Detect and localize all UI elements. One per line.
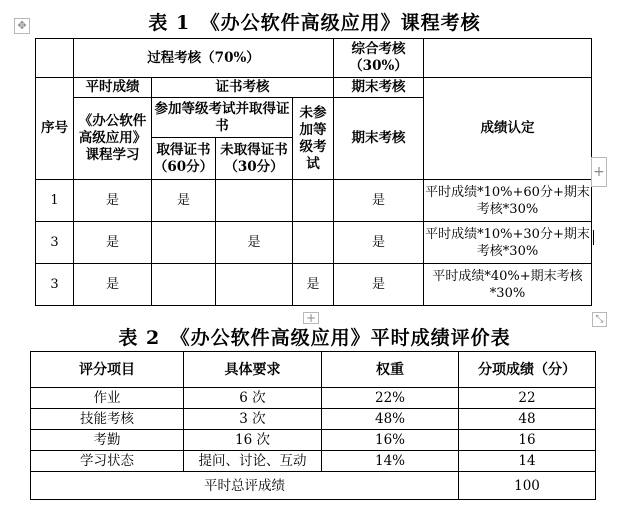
cell-got-cert [152, 264, 216, 306]
cell-no-cert [216, 264, 293, 306]
header-course-study: 《办公软件高级应用》课程学习 [74, 98, 152, 180]
header-requirement: 具体要求 [184, 352, 322, 388]
text-cursor [593, 230, 594, 245]
cell-course: 是 [74, 264, 152, 306]
header-result: 成绩认定 [424, 78, 592, 180]
table-move-handle-icon[interactable]: ✥ [14, 18, 30, 34]
cell-score: 16 [459, 430, 596, 451]
cell-result: 平时成绩*10%+30分+期末考核*30% [424, 222, 592, 264]
cell-weight: 14% [322, 451, 459, 472]
header-score: 分项成绩（分） [459, 352, 596, 388]
table-row [36, 264, 592, 306]
cell-seq: 3 [36, 222, 74, 264]
cell-seq: 1 [36, 180, 74, 222]
cell-requirement: 6 次 [184, 388, 322, 409]
header-no-exam: 未参加等级考试 [293, 98, 334, 180]
header-got-cert: 取得证书（60分） [152, 138, 216, 180]
cell-weight: 22% [322, 388, 459, 409]
total-row [31, 472, 596, 500]
total-label: 平时总评成绩 [31, 472, 459, 500]
cell-item: 考勤 [31, 430, 184, 451]
header-process: 过程考核（70%） [74, 39, 334, 78]
usual-grade-table [30, 351, 596, 500]
total-value: 100 [459, 472, 596, 500]
header-exam-cert: 参加等级考试并取得证书 [152, 98, 293, 138]
cell-item: 作业 [31, 388, 184, 409]
cell-result: 平时成绩*10%+60分+期末考核*30% [424, 180, 592, 222]
cell-item: 学习状态 [31, 451, 184, 472]
cell-item: 技能考核 [31, 409, 184, 430]
cell-final: 是 [334, 180, 424, 222]
course-assessment-table [35, 38, 592, 306]
cell-requirement: 3 次 [184, 409, 322, 430]
cell-score: 48 [459, 409, 596, 430]
cell-requirement: 提问、讨论、互动 [184, 451, 322, 472]
cell-seq: 3 [36, 264, 74, 306]
table2-caption: 表 2 《办公软件高级应用》平时成绩评价表 [118, 327, 511, 349]
table-row [31, 430, 596, 451]
header-item: 评分项目 [31, 352, 184, 388]
cell-weight: 48% [322, 409, 459, 430]
cell-requirement: 16 次 [184, 430, 322, 451]
table-row [31, 451, 596, 472]
cell-final: 是 [334, 222, 424, 264]
table-row [36, 222, 592, 264]
cell-no-cert: 是 [216, 222, 293, 264]
header-final-sub: 期末考核 [334, 98, 424, 180]
cell-no-cert [216, 180, 293, 222]
add-column-plus-icon[interactable]: + [591, 157, 607, 187]
add-row-plus-icon[interactable]: + [303, 312, 319, 324]
cell-got-cert: 是 [152, 180, 216, 222]
cell-weight: 16% [322, 430, 459, 451]
cell-result: 平时成绩*40%+期末考核*30% [424, 264, 592, 306]
header-seq: 序号 [36, 78, 74, 180]
table-row [31, 409, 596, 430]
table-row [36, 180, 592, 222]
resize-corner-icon[interactable]: ⤡ [592, 312, 607, 327]
header-weight: 权重 [322, 352, 459, 388]
cell-got-cert [152, 222, 216, 264]
cell-score: 14 [459, 451, 596, 472]
table1-caption: 表 1 《办公软件高级应用》课程考核 [148, 12, 481, 34]
cell-final: 是 [334, 264, 424, 306]
blank-header-cell [424, 39, 592, 78]
header-usual: 平时成绩 [74, 78, 152, 98]
blank-corner-cell [36, 39, 74, 78]
cell-course: 是 [74, 222, 152, 264]
header-comprehensive: 综合考核（30%） [334, 39, 424, 78]
cell-no-exam [293, 180, 334, 222]
cell-course: 是 [74, 180, 152, 222]
cell-no-exam: 是 [293, 264, 334, 306]
header-cert: 证书考核 [152, 78, 334, 98]
cell-score: 22 [459, 388, 596, 409]
header-final-top: 期末考核 [334, 78, 424, 98]
header-no-cert: 未取得证书（30分） [216, 138, 293, 180]
cell-no-exam [293, 222, 334, 264]
table-row [31, 388, 596, 409]
